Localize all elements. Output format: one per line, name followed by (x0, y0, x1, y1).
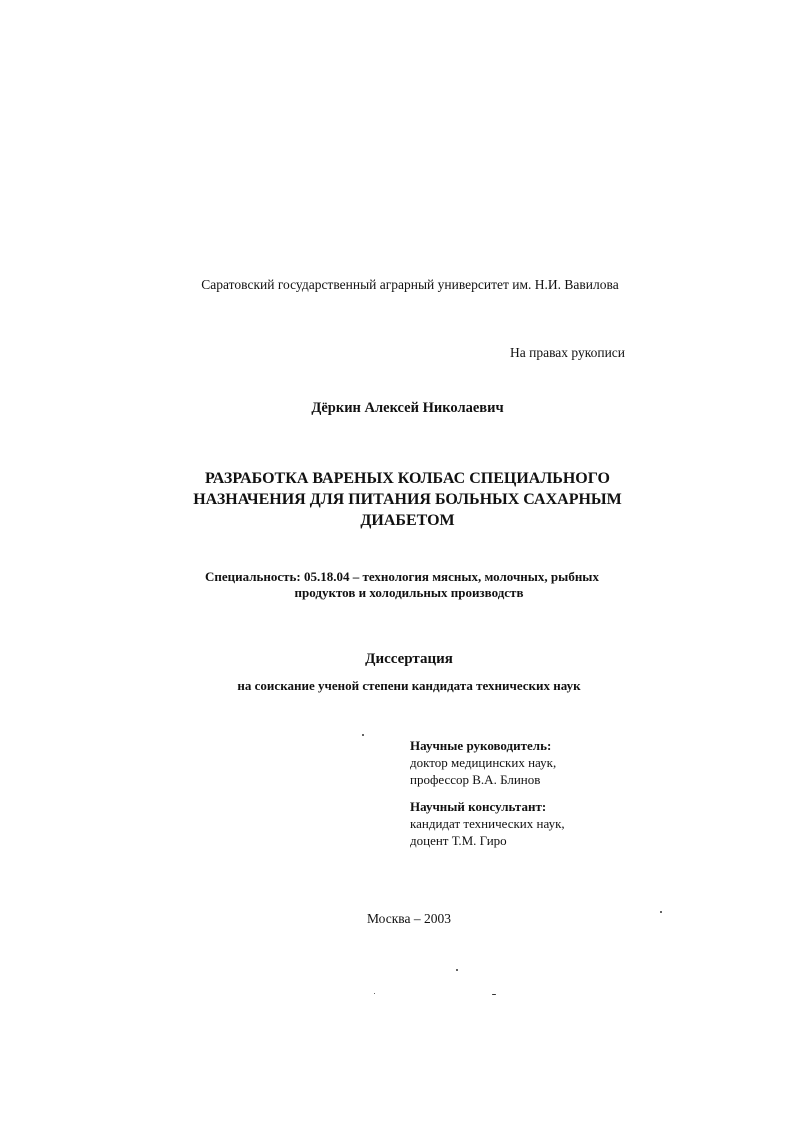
scan-speck (374, 993, 375, 994)
specialty-line-1: Специальность: 05.18.04 – технология мясных, молочных, рыбных (205, 569, 599, 584)
university-name: Саратовский государственный аграрный университет им. Н.И. Вавилова (201, 277, 619, 292)
dissertation-title (0, 468, 795, 531)
specialty-line-2: продуктов и холодильных производств (294, 585, 524, 600)
consultant-name: доцент Т.М. Гиро (410, 833, 507, 848)
consultant-title: кандидат технических наук, (410, 816, 565, 831)
consultant-block (410, 798, 565, 849)
manuscript-rights: На правах рукописи (510, 345, 626, 360)
supervisor-name: профессор В.А. Блинов (410, 772, 541, 787)
author-name: Дёркин Алексей Николаевич (311, 400, 504, 416)
title-line: РАЗРАБОТКА ВАРЕНЫХ КОЛБАС СПЕЦИАЛЬНОГО (205, 470, 610, 487)
scan-speck (362, 734, 364, 736)
scan-speck (660, 911, 662, 913)
title-line: НАЗНАЧЕНИЯ ДЛЯ ПИТАНИЯ БОЛЬНЫХ САХАРНЫМ (193, 491, 622, 508)
degree-line: на соискание ученой степени кандидата технических наук (237, 678, 581, 693)
consultant-heading: Научный консультант: (410, 799, 547, 814)
supervisors-block (410, 737, 556, 788)
supervisors-heading: Научные руководитель: (410, 738, 552, 753)
scan-speck (492, 994, 496, 995)
document-type: Диссертация (365, 651, 453, 667)
supervisor-title: доктор медицинских наук, (410, 755, 557, 770)
title-line: ДИАБЕТОМ (360, 512, 455, 529)
place-year: Москва – 2003 (367, 911, 451, 926)
scan-speck (456, 969, 458, 971)
